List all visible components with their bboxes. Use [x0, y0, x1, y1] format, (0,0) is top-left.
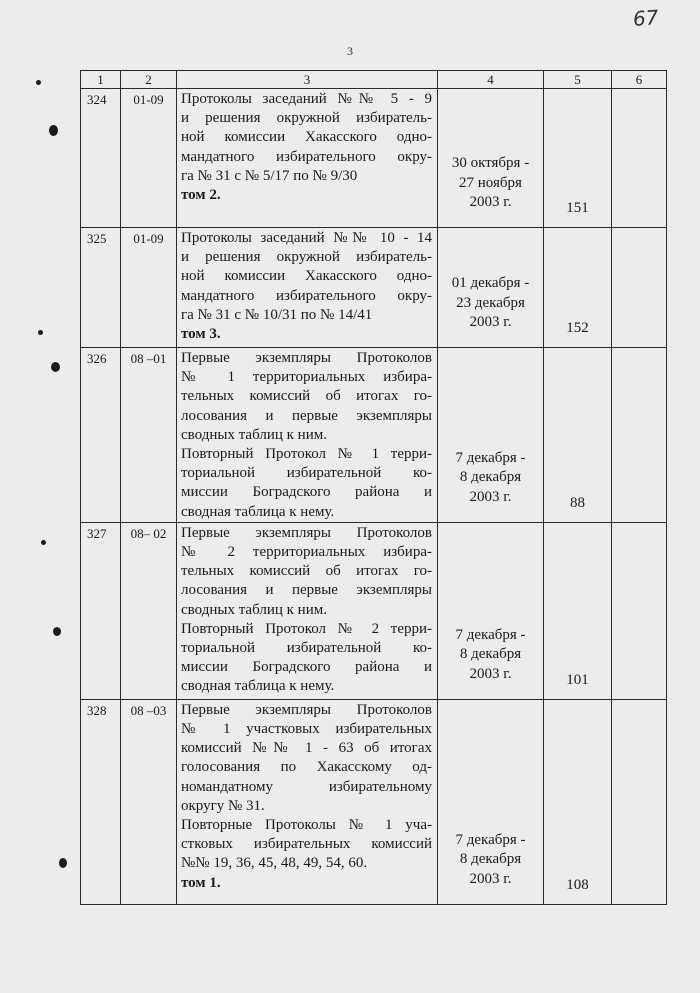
title-line: тельных комиссий об итогах го- — [181, 388, 432, 405]
inventory-table — [80, 70, 667, 905]
date-year: 2003 г. — [469, 193, 512, 210]
title-line: миссии Боградского района и — [181, 484, 432, 501]
title-line: ториальной избирательной ко- — [181, 640, 432, 657]
title-line: сводных таблиц к ним. — [181, 426, 327, 443]
title-line: и решения окружной избиратель- — [181, 249, 432, 266]
title-line: Первые экземпляры Протоколов — [181, 524, 432, 541]
date-date-from: 7 декабря - — [455, 627, 526, 644]
title-line: миссии Боградского района и — [181, 659, 432, 676]
record-dates — [438, 522, 544, 699]
record-dates — [438, 348, 544, 523]
record-title — [177, 89, 438, 228]
table-row — [81, 348, 667, 523]
table-row — [81, 699, 667, 904]
binder-hole — [59, 858, 67, 868]
date-date-from: 7 декабря - — [455, 832, 526, 849]
header-cell: 4 — [438, 71, 544, 89]
record-title — [177, 228, 438, 348]
record-index: 01-09 — [121, 228, 177, 348]
header-cell: 1 — [81, 71, 121, 89]
binder-hole — [38, 330, 43, 335]
binder-hole — [53, 627, 61, 636]
title-line: стковых избирательных комиссий — [181, 836, 432, 853]
date-date-to: 27 ноября — [459, 174, 522, 191]
title-line: тельных комиссий об итогах го- — [181, 563, 432, 580]
title-line: № 2 территориальных избира- — [181, 544, 432, 561]
volume-label: том 3. — [181, 326, 221, 343]
header-row — [81, 71, 667, 89]
table-row — [81, 522, 667, 699]
title-line: мандатного избирательного окру- — [181, 287, 432, 304]
title-line: лосования и первые экземпляры — [181, 582, 432, 599]
date-date-from: 01 декабря - — [451, 275, 530, 292]
record-number: 324 — [81, 89, 121, 228]
date-year: 2003 г. — [469, 488, 512, 505]
record-number: 327 — [81, 522, 121, 699]
title-line: ториальной избирательной ко- — [181, 465, 432, 482]
title-line: Первые экземпляры Протоколов — [181, 701, 432, 718]
date-date-from: 30 октября - — [451, 155, 530, 172]
title-line: № 1 участковых избирательных — [181, 721, 432, 738]
date-year: 2003 г. — [469, 665, 512, 682]
note-cell — [612, 89, 667, 228]
title-line: сводная таблица к нему. — [181, 503, 335, 520]
table-row — [81, 89, 667, 228]
record-index: 08– 02 — [121, 522, 177, 699]
header-cell: 2 — [121, 71, 177, 89]
title-line: №№ 19, 36, 45, 48, 49, 54, 60. — [181, 855, 368, 872]
header-cell: 3 — [177, 71, 438, 89]
title-line: Повторный Протокол № 1 терри- — [181, 446, 432, 463]
date-year: 2003 г. — [469, 870, 512, 887]
record-index: 08 –03 — [121, 699, 177, 904]
title-line: комиссий №№ 1 - 63 об итогах — [181, 740, 432, 757]
date-date-to: 8 декабря — [459, 469, 522, 486]
title-line: ной комиссии Хакасского одно- — [181, 268, 432, 285]
title-line: сводных таблиц к ним. — [181, 601, 327, 618]
record-index: 01-09 — [121, 89, 177, 228]
title-line: Протоколы заседаний №№ 10 - 14 — [181, 230, 432, 246]
record-dates — [438, 699, 544, 904]
sheet-count: 101 — [544, 522, 612, 699]
title-line: Протоколы заседаний №№ 5 - 9 — [181, 91, 432, 107]
title-line: Первые экземпляры Протоколов — [181, 350, 432, 366]
record-title — [177, 522, 438, 699]
title-line: мандатного избирательного окру- — [181, 148, 432, 165]
title-line: га № 31 с № 5/17 по № 9/30 — [181, 167, 358, 184]
title-line: номандатному избирательному — [181, 778, 432, 795]
title-line: № 1 территориальных избира- — [181, 369, 432, 386]
sheet-count: 152 — [544, 228, 612, 348]
binder-hole — [41, 540, 46, 545]
header-cell: 6 — [612, 71, 667, 89]
date-date-from: 7 декабря - — [455, 450, 526, 467]
volume-label: том 2. — [181, 187, 221, 204]
note-cell — [612, 522, 667, 699]
date-date-to: 8 декабря — [459, 851, 522, 868]
record-number: 326 — [81, 348, 121, 523]
sheet-count: 88 — [544, 348, 612, 523]
record-number: 328 — [81, 699, 121, 904]
title-line: Повторные Протоколы № 1 уча- — [181, 817, 432, 834]
handwritten-page-number: 67 — [632, 5, 660, 31]
date-year: 2003 г. — [469, 313, 512, 330]
title-line: лосования и первые экземпляры — [181, 407, 432, 424]
binder-hole — [49, 125, 58, 136]
record-number: 325 — [81, 228, 121, 348]
title-line: Повторный Протокол № 2 терри- — [181, 620, 432, 637]
printed-page-number: 3 — [347, 44, 353, 58]
record-dates — [438, 228, 544, 348]
sheet-count: 151 — [544, 89, 612, 228]
record-index: 08 –01 — [121, 348, 177, 523]
date-date-to: 8 декабря — [459, 646, 522, 663]
title-line: и решения окружной избиратель- — [181, 110, 432, 127]
note-cell — [612, 228, 667, 348]
date-date-to: 23 декабря — [456, 294, 525, 311]
title-line: га № 31 с № 10/31 по № 14/41 — [181, 306, 373, 323]
note-cell — [612, 348, 667, 523]
note-cell — [612, 699, 667, 904]
binder-hole — [36, 80, 41, 85]
record-title — [177, 699, 438, 904]
volume-label: том 1. — [181, 874, 221, 891]
header-cell: 5 — [544, 71, 612, 89]
record-title — [177, 348, 438, 523]
binder-hole — [51, 362, 60, 372]
title-line: сводная таблица к нему. — [181, 678, 335, 695]
title-line: голосования по Хакасскому од- — [181, 759, 432, 776]
title-line: округу № 31. — [181, 797, 265, 814]
table-row — [81, 228, 667, 348]
sheet-count: 108 — [544, 699, 612, 904]
record-dates — [438, 89, 544, 228]
title-line: ной комиссии Хакасского одно- — [181, 129, 432, 146]
